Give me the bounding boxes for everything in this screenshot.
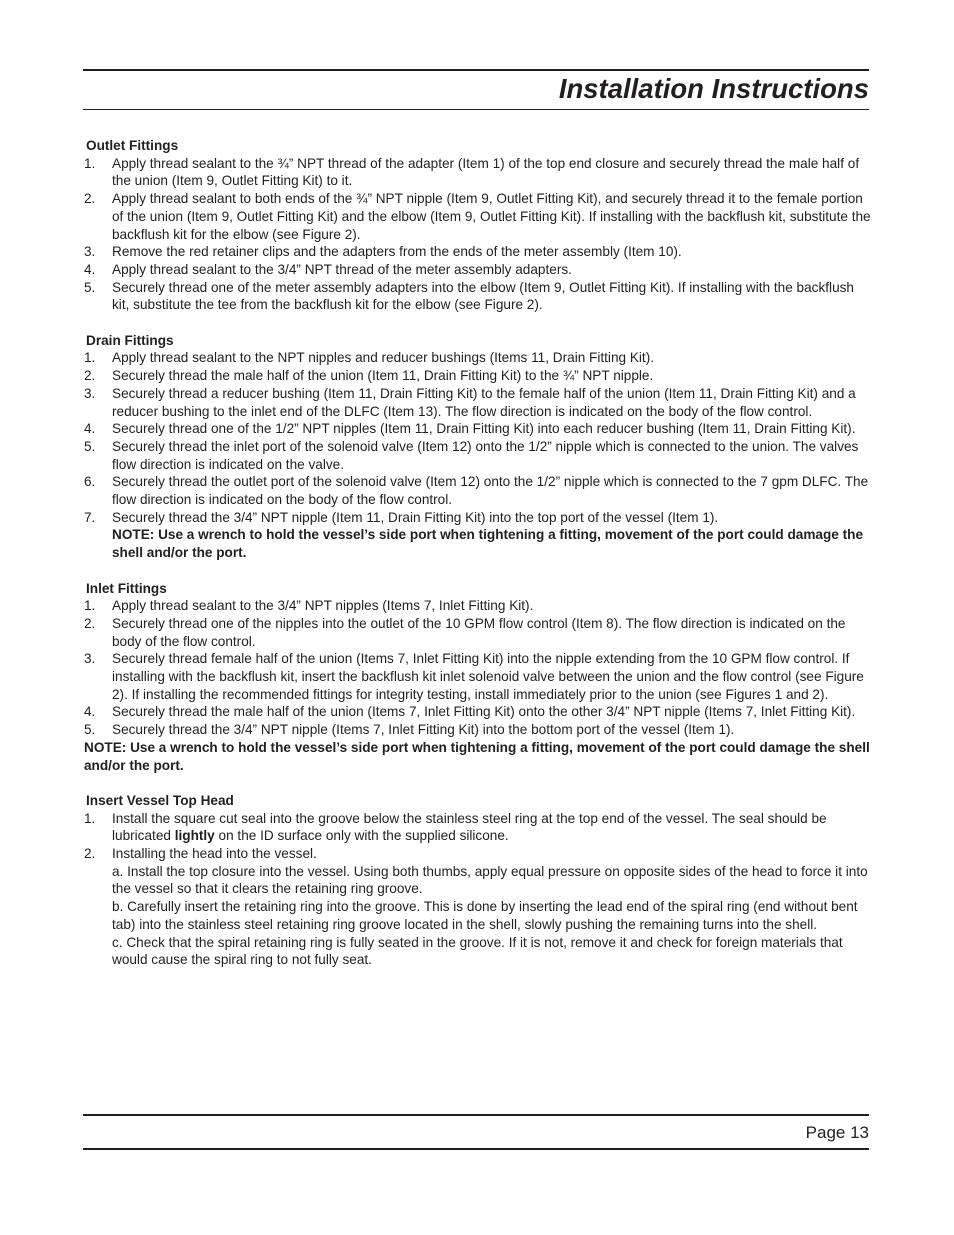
section-heading: Drain Fittings <box>86 332 174 348</box>
item-number: 1. <box>84 350 96 366</box>
item-text: Securely thread the 3/4” NPT nipple (Items 7, Inlet Fitting Kit) into the bottom port of the vessel (Item 1). <box>112 722 735 738</box>
item-number: 1. <box>84 598 96 614</box>
text-segment: on the ID surface only with the supplied silicone. <box>214 828 509 844</box>
item-text: Apply thread sealant to the NPT nipples and reducer bushings (Items 11, Drain Fitting Kit). <box>112 350 655 366</box>
item-text: Securely thread the male half of the union (Items 7, Inlet Fitting Kit) onto the other 3/4” NPT nipple (Items 7, Inlet Fitting Kit). <box>112 704 856 720</box>
sub-step: c. Check that the spiral retaining ring is fully seated in the groove. If it is not, remove it and check for foreign materials that would cause the spiral ring to not fully seat. <box>112 934 843 968</box>
item-number: 4. <box>84 421 96 437</box>
item-number: 2. <box>84 191 96 207</box>
insert-top-head-section <box>84 792 873 969</box>
item-text: Securely thread the male half of the union (Item 11, Drain Fitting Kit) to the ¾” NPT nipple. <box>112 368 654 384</box>
section-heading: Inlet Fittings <box>86 580 167 596</box>
list-item <box>84 615 873 650</box>
item-text: Apply thread sealant to both ends of the ¾” NPT nipple (Item 9, Outlet Fitting Kit), and securely thread it to the female portion of the union (Item 9, Outlet Fitting Kit) and the elbow (Item 9, Outlet Fitting Kit). If installing with the backflush kit, substitute the backflush kit for the elbow (see Figure 2). <box>112 191 871 242</box>
item-text: Apply thread sealant to the 3/4” NPT nipples (Items 7, Inlet Fitting Kit). <box>112 598 534 614</box>
item-text: Remove the red retainer clips and the adapters from the ends of the meter assembly (Item 10). <box>112 244 682 260</box>
item-text: Securely thread one of the 1/2” NPT nipples (Item 11, Drain Fitting Kit) into each reducer bushing (Item 11, Drain Fitting Kit). <box>112 421 856 437</box>
item-text: Apply thread sealant to the ¾” NPT thread of the adapter (Item 1) of the top end closure and securely thread the male half of the union (Item 9, Outlet Fitting Kit) to it. <box>112 155 860 189</box>
item-text: Securely thread one of the meter assembly adapters into the elbow (Item 9, Outlet Fitting Kit). If installing with the backflush kit, substitute the tee from the backflush kit for the elbow (see Figure 2). <box>112 279 854 313</box>
warning-note: NOTE: Use a wrench to hold the vessel’s side port when tightening a fitting, movement of the port could damage the shell and/or the port. <box>84 739 870 773</box>
item-text: Apply thread sealant to the 3/4” NPT thread of the meter assembly adapters. <box>112 261 572 277</box>
item-text: Securely thread one of the nipples into the outlet of the 10 GPM flow control (Item 8). The flow direction is indicated on the body of the flow control. <box>112 615 846 649</box>
emphasis-text: lightly <box>174 828 215 844</box>
section-heading: Outlet Fittings <box>86 138 179 153</box>
item-number: 1. <box>84 155 96 171</box>
item-text: Securely thread female half of the union (Items 7, Inlet Fitting Kit) into the nipple extending from the 10 GPM flow control. If installing with the backflush kit, insert the backflush kit inlet solenoid valve between the union and the flow control (see Figure 2). If installing the recommended fittings for integrity testing, install immediately prior to the union (see Figures 1 and 2). <box>112 651 864 702</box>
item-text <box>112 810 873 845</box>
main-content <box>84 137 873 987</box>
item-text-with-note <box>112 509 873 562</box>
item-text: Securely thread the inlet port of the solenoid valve (Item 12) onto the 1/2” nipple which is connected to the union. The valves flow direction is indicated on the valve. <box>112 438 859 472</box>
list-item <box>84 155 873 190</box>
item-number: 4. <box>84 261 96 277</box>
list-item <box>84 367 873 385</box>
list-item <box>84 243 873 261</box>
page-title: Installation Instructions <box>558 73 869 104</box>
item-number: 5. <box>84 722 96 738</box>
list-item <box>84 650 873 703</box>
list-item <box>84 597 873 615</box>
list-item <box>84 190 873 243</box>
sub-step: b. Carefully insert the retaining ring into the groove. This is done by inserting the lead end of the spiral ring (end without bent tab) into the stainless steel retaining ring groove located in the shell, slowly pushing the remaining turns into the shell. <box>112 899 858 932</box>
item-number: 2. <box>84 846 96 862</box>
warning-note: NOTE: Use a wrench to hold the vessel’s side port when tightening a fitting, movement of the port could damage the shell and/or the port. <box>112 527 864 561</box>
item-number: 6. <box>84 474 96 490</box>
header-rule-top <box>83 69 869 71</box>
header-rule-bottom <box>83 109 869 110</box>
page-number: Page 13 <box>805 1123 869 1142</box>
item-number: 7. <box>84 509 96 525</box>
outlet-fittings-section <box>84 137 873 314</box>
list-item <box>84 721 873 739</box>
list-item <box>84 438 873 473</box>
list-item <box>84 349 873 367</box>
list-item <box>84 420 873 438</box>
item-number: 2. <box>84 368 96 384</box>
item-number: 5. <box>84 279 96 295</box>
list-item <box>84 279 873 314</box>
list-item <box>84 509 873 562</box>
item-number: 3. <box>84 244 96 260</box>
list-item <box>84 845 873 863</box>
sub-step: a. Install the top closure into the vessel. Using both thumbs, apply equal pressure on opposite sides of the head to force it into the vessel so that it clears the retaining ring groove. <box>112 863 868 897</box>
inlet-fittings-section <box>84 580 873 775</box>
item-number: 3. <box>84 385 96 401</box>
item-number: 1. <box>84 810 96 826</box>
text-segment: Install the square cut seal into the groove below the stainless steel ring at the top end of the vessel. The seal should be lubricated <box>112 810 827 844</box>
item-number: 5. <box>84 438 96 454</box>
item-text: Securely thread a reducer bushing (Item 11, Drain Fitting Kit) to the female half of the union (Item 11, Drain Fitting Kit) and a reducer bushing to the inlet end of the DLFC (Item 13). The flow direction is indicated on the body of the flow control. <box>112 385 856 419</box>
footer-rule-bottom <box>83 1148 869 1150</box>
list-item <box>84 810 873 845</box>
list-item <box>84 261 873 279</box>
footer-rule-top <box>83 1114 869 1116</box>
item-number: 2. <box>84 615 96 631</box>
list-item <box>84 703 873 721</box>
item-text: Securely thread the 3/4” NPT nipple (Item 11, Drain Fitting Kit) into the top port of the vessel (Item 1). <box>112 509 719 525</box>
item-number: 4. <box>84 704 96 720</box>
list-item <box>84 473 873 508</box>
section-heading: Insert Vessel Top Head <box>86 792 234 808</box>
item-number: 3. <box>84 651 96 667</box>
list-item <box>84 385 873 420</box>
item-text: Securely thread the outlet port of the solenoid valve (Item 12) onto the 1/2” nipple which is connected to the 7 gpm DLFC. The flow direction is indicated on the body of the flow control. <box>112 474 869 508</box>
drain-fittings-section <box>84 332 873 562</box>
item-text: Installing the head into the vessel. <box>112 846 317 862</box>
